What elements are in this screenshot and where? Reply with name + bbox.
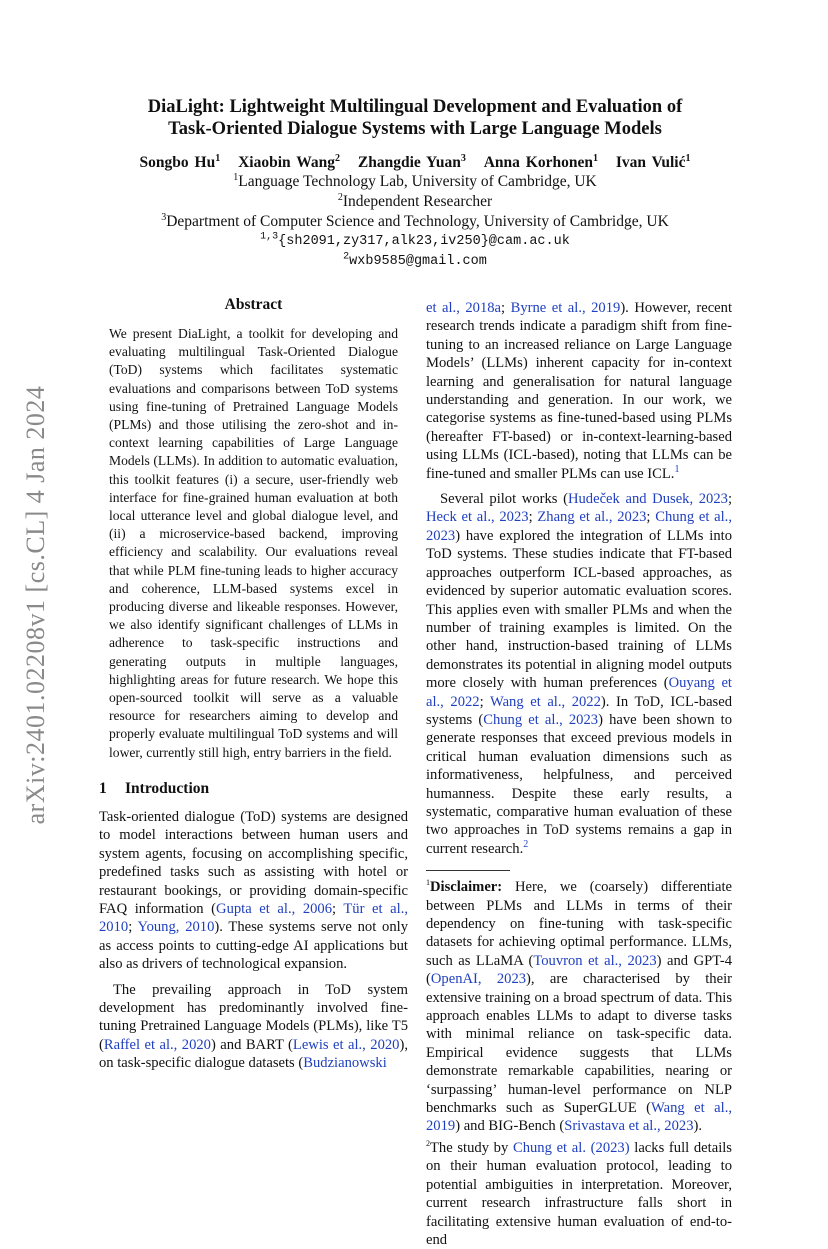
author: Xiaobin Wang$^2$: [238, 152, 340, 171]
footnote: $^2$The study by Chung et al. (2023) lacks full details on their human evaluation protocol, leading to potential ambiguities in interpretation. Moreover, current research infrastructure falls short in facilitating extensive human evaluation of end-to-end: [426, 1139, 732, 1248]
paragraph: Task-oriented dialogue (ToD) systems are designed to model interactions between human users and system agents, focusing on accomplishing specific, predefined tasks such as assisting with hotel or restaurant bookings, or providing domain-specific FAQ information (Gupta et al., 2006; Tür et al., 2010; Young, 2010). These systems serve not only as access points to cutting-edge AI applications but also as drivers of technological expansion.: [99, 808, 409, 973]
citation-link[interactable]: Wang et al., 2019: [426, 1100, 732, 1135]
left-column: [99, 296, 408, 1073]
arxiv-watermark: arXiv:2401.02208v1 [cs.CL] 4 Jan 2024: [21, 385, 50, 825]
paper-title: DiaLight: Lightweight Multilingual Development and Evaluation of Task-Oriented Dialogue Systems with Large Language Models: [147, 97, 683, 139]
author-list: [90, 154, 740, 172]
affiliation: $^2$Independent Researcher: [337, 191, 493, 210]
citation-link[interactable]: Young, 2010: [137, 919, 215, 936]
footnote-marker[interactable]: 1: [674, 463, 680, 475]
citation-link[interactable]: Chung et al. (2023): [512, 1139, 630, 1156]
paragraph: The prevailing approach in ToD system development has predominantly involved fine-tuning Pretrained Language Models (PLMs), like T5 (Raffel et al., 2020) and BART (Lewis et al., 2020), on task-specific dialogue datasets (Budzianowski: [99, 981, 408, 1072]
citation-link[interactable]: Heck et al., 2023: [426, 509, 529, 526]
paragraph: et al., 2018a; Byrne et al., 2019). However, recent research trends indicate a paradigm shift from fine-tuning to an increased reliance on Large Language Models’ (LLMs) inherent capacity for in-context learning and generalisation for natural language understanding and generation. In our work, we categorise systems as fine-tuned-based using PLMs (hereafter FT-based) or in-context-learning-based using LLMs (ICL-based), noting that LLMs can be fine-tuned and smaller PLMs can use ICL.$^1$: [426, 300, 733, 482]
affiliation: $^3$Department of Computer Science and Technology, University of Cambridge, UK: [161, 211, 669, 230]
citation-link[interactable]: Byrne et al., 2019: [510, 300, 621, 316]
citation-link[interactable]: Raffel et al., 2020: [103, 1036, 211, 1053]
email: $^{1,3}${sh2091,zy317,alk23,iv250}@cam.ac.uk: [260, 231, 570, 249]
email: $^2$wxb9585@gmail.com: [343, 251, 487, 269]
section-heading: 1 Introduction: [99, 779, 210, 797]
citation-link[interactable]: Budzianowski: [303, 1055, 387, 1072]
citation-link[interactable]: Chung et al., 2023: [426, 509, 732, 544]
right-column: [426, 299, 732, 1249]
citation-link[interactable]: Tür et al., 2010: [99, 900, 408, 936]
citation-link[interactable]: Touvron et al., 2023: [533, 952, 657, 969]
citation-link[interactable]: OpenAI, 2023: [430, 971, 527, 988]
author: Anna Korhonen$^1$: [483, 152, 598, 171]
citation-link[interactable]: et al., 2018a: [426, 300, 502, 316]
citation-link[interactable]: Gupta et al., 2006: [216, 900, 333, 917]
author: Ivan Vulić$^1$: [615, 152, 691, 171]
paragraph: Several pilot works (Hudeček and Dusek, 2023; Heck et al., 2023; Zhang et al., 2023; Chung et al., 2023) have explored the integration of LLMs into ToD systems. These studies indicate that FT-based approaches outperform ICL-based approaches, as evidenced by superior automatic evaluation scores. This applies even with smaller PLMs and when the number of training examples is limited. On the other hand, instruction-based training of LLMs demonstrates its potential in aligning model outputs more closely with human preferences (Ouyang et al., 2022; Wang et al., 2022). In ToD, ICL-based systems (Chung et al., 2023) have been shown to generate responses that exceed previous models in critical human evaluation dimensions such as informativeness, helpfulness, and perceived humanness. Despite these early results, a systematic, comparative human evaluation of these two approaches in ToD systems remains a gap in current research.$^2$: [426, 491, 733, 857]
footnote-divider: [426, 870, 510, 871]
citation-link[interactable]: Ouyang et al., 2022: [426, 675, 732, 710]
citation-link[interactable]: Wang et al., 2022: [489, 693, 601, 710]
paper-header: [90, 96, 740, 272]
footnote: $^1$Disclaimer: Here, we (coarsely) differentiate between PLMs and LLMs in terms of their dependency on fine-tuning with task-specific datasets for achieving optimal performance. LLMs, such as LLaMA (Touvron et al., 2023) and GPT-4 (OpenAI, 2023), are characterised by their extensive training on a broad spectrum of data. This approach enables LLMs to adapt to diverse tasks with minimal reliance on task-specific data. Empirical evidence suggests that LLMs demonstrate remarkable capabilities, nearing or ‘surpassing’ human-level performance on NLP benchmarks such as SuperGLUE (Wang et al., 2019) and BIG-Bench (Srivastava et al., 2023).: [426, 878, 732, 1135]
citation-link[interactable]: Lewis et al., 2020: [292, 1036, 400, 1053]
citation-link[interactable]: Zhang et al., 2023: [537, 509, 647, 526]
author: Zhangdie Yuan$^3$: [357, 152, 466, 171]
author: Songbo Hu$^1$: [139, 152, 221, 171]
footnote-marker[interactable]: 2: [523, 838, 529, 850]
citation-link[interactable]: Chung et al., 2023: [483, 711, 599, 728]
abstract-heading: Abstract: [224, 296, 283, 313]
citation-link[interactable]: Hudeček and Dusek, 2023: [567, 491, 728, 508]
affiliation: $^1$Language Technology Lab, University of Cambridge, UK: [233, 171, 597, 190]
citation-link[interactable]: Srivastava et al., 2023: [564, 1118, 694, 1135]
abstract-text: We present DiaLight, a toolkit for developing and evaluating multilingual Task-Oriented Dialogue (ToD) systems which facilitates systematic evaluations and comparisons between ToD systems using fine-tuning of Pretrained Language Models (PLMs) and those utilising the zero-shot and in-context learning capabilities of Large Language Models (LLMs). In addition to automatic evaluation, this toolkit features (i) a secure, user-friendly web interface for fine-grained human evaluation at both local utterance level and global dialogue level, and (ii) a microservice-based backend, improving efficiency and scalability. Our evaluations reveal that while PLM fine-tuning leads to higher accuracy and coherence, LLM-based systems excel in producing diverse and likeable responses. However, we also identify significant challenges of LLMs in adherence to task-specific instructions and generating outputs in multiple languages, highlighting areas for future research. We hope this open-sourced toolkit will serve as a valuable resource for researchers aiming to develop and properly evaluate multilingual ToD systems and will lower, currently still high, entry barriers in the field.: [109, 326, 398, 760]
